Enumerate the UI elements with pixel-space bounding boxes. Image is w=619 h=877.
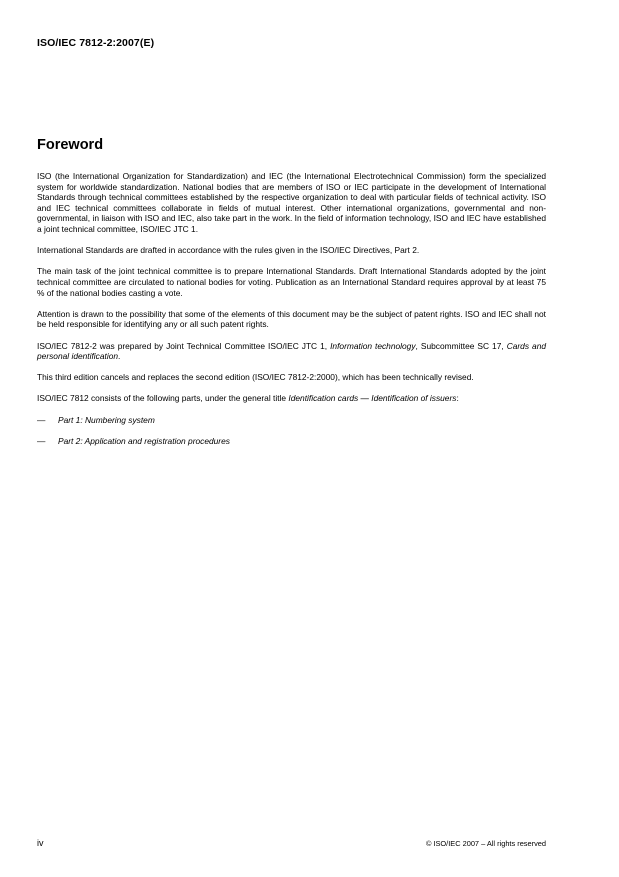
prepared-by-text-2: , Subcommittee SC 17,	[415, 340, 507, 351]
paragraph-organizations: ISO (the International Organization for Standardization) and IEC (the International Electrotechnical Commission) form the specialized system for worldwide standardization. National bodies that are members of ISO or IEC participate in the development of International Standards through technical committees established by the respective organization to deal with particular fields of technical activity. ISO and IEC technical committees collaborate in fields of mutual interest. Other international organizations, governmental and non-governmental, in liaison with ISO and IEC, also take part in the work. In the field of information technology, ISO and IEC have established a joint technical committee, ISO/IEC JTC 1.	[37, 171, 546, 234]
list-item	[37, 415, 546, 426]
paragraph-parts	[37, 393, 546, 404]
foreword-body	[37, 171, 546, 457]
list-item-text: Part 1: Numbering system	[58, 414, 155, 425]
subcommittee-title: Cards and personal identification	[37, 340, 547, 362]
copyright-notice: © ISO/IEC 2007 – All rights reserved	[425, 839, 546, 848]
paragraph-edition: This third edition cancels and replaces the second edition (ISO/IEC 7812-2:2000), which has been technically revised.	[37, 372, 474, 383]
list-item	[37, 436, 546, 447]
parts-text-end: :	[456, 393, 459, 404]
paragraph-directives: International Standards are drafted in accordance with the rules given in the ISO/IEC Directives, Part 2.	[37, 245, 420, 256]
document-id: ISO/IEC 7812-2:2007(E)	[37, 37, 155, 49]
list-dash: —	[37, 414, 46, 425]
list-dash: —	[37, 435, 46, 446]
list-item-text: Part 2: Application and registration procedures	[58, 435, 230, 446]
page-number: iv	[37, 838, 44, 848]
paragraph-prepared-by	[37, 341, 546, 362]
paragraph-main-task: The main task of the joint technical committee is to prepare International Standards. Draft International Standards adopted by the joint technical committee are circulated to national bodies for voting. Publication as an International Standard requires approval by at least 75 % of the national bodies casting a vote.	[37, 266, 546, 298]
committee-title: Information technology	[330, 340, 416, 351]
page-title: Foreword	[37, 137, 104, 153]
prepared-by-text-3: .	[118, 351, 121, 362]
general-title: Identification cards — Identification of issuers	[288, 393, 457, 404]
prepared-by-text: ISO/IEC 7812-2 was prepared by Joint Technical Committee ISO/IEC JTC 1,	[37, 340, 331, 351]
paragraph-patent-rights: Attention is drawn to the possibility that some of the elements of this document may be the subject of patent rights. ISO and IEC shall not be held responsible for identifying any or all such patent rights.	[37, 308, 546, 330]
parts-text: ISO/IEC 7812 consists of the following parts, under the general title	[37, 393, 289, 404]
